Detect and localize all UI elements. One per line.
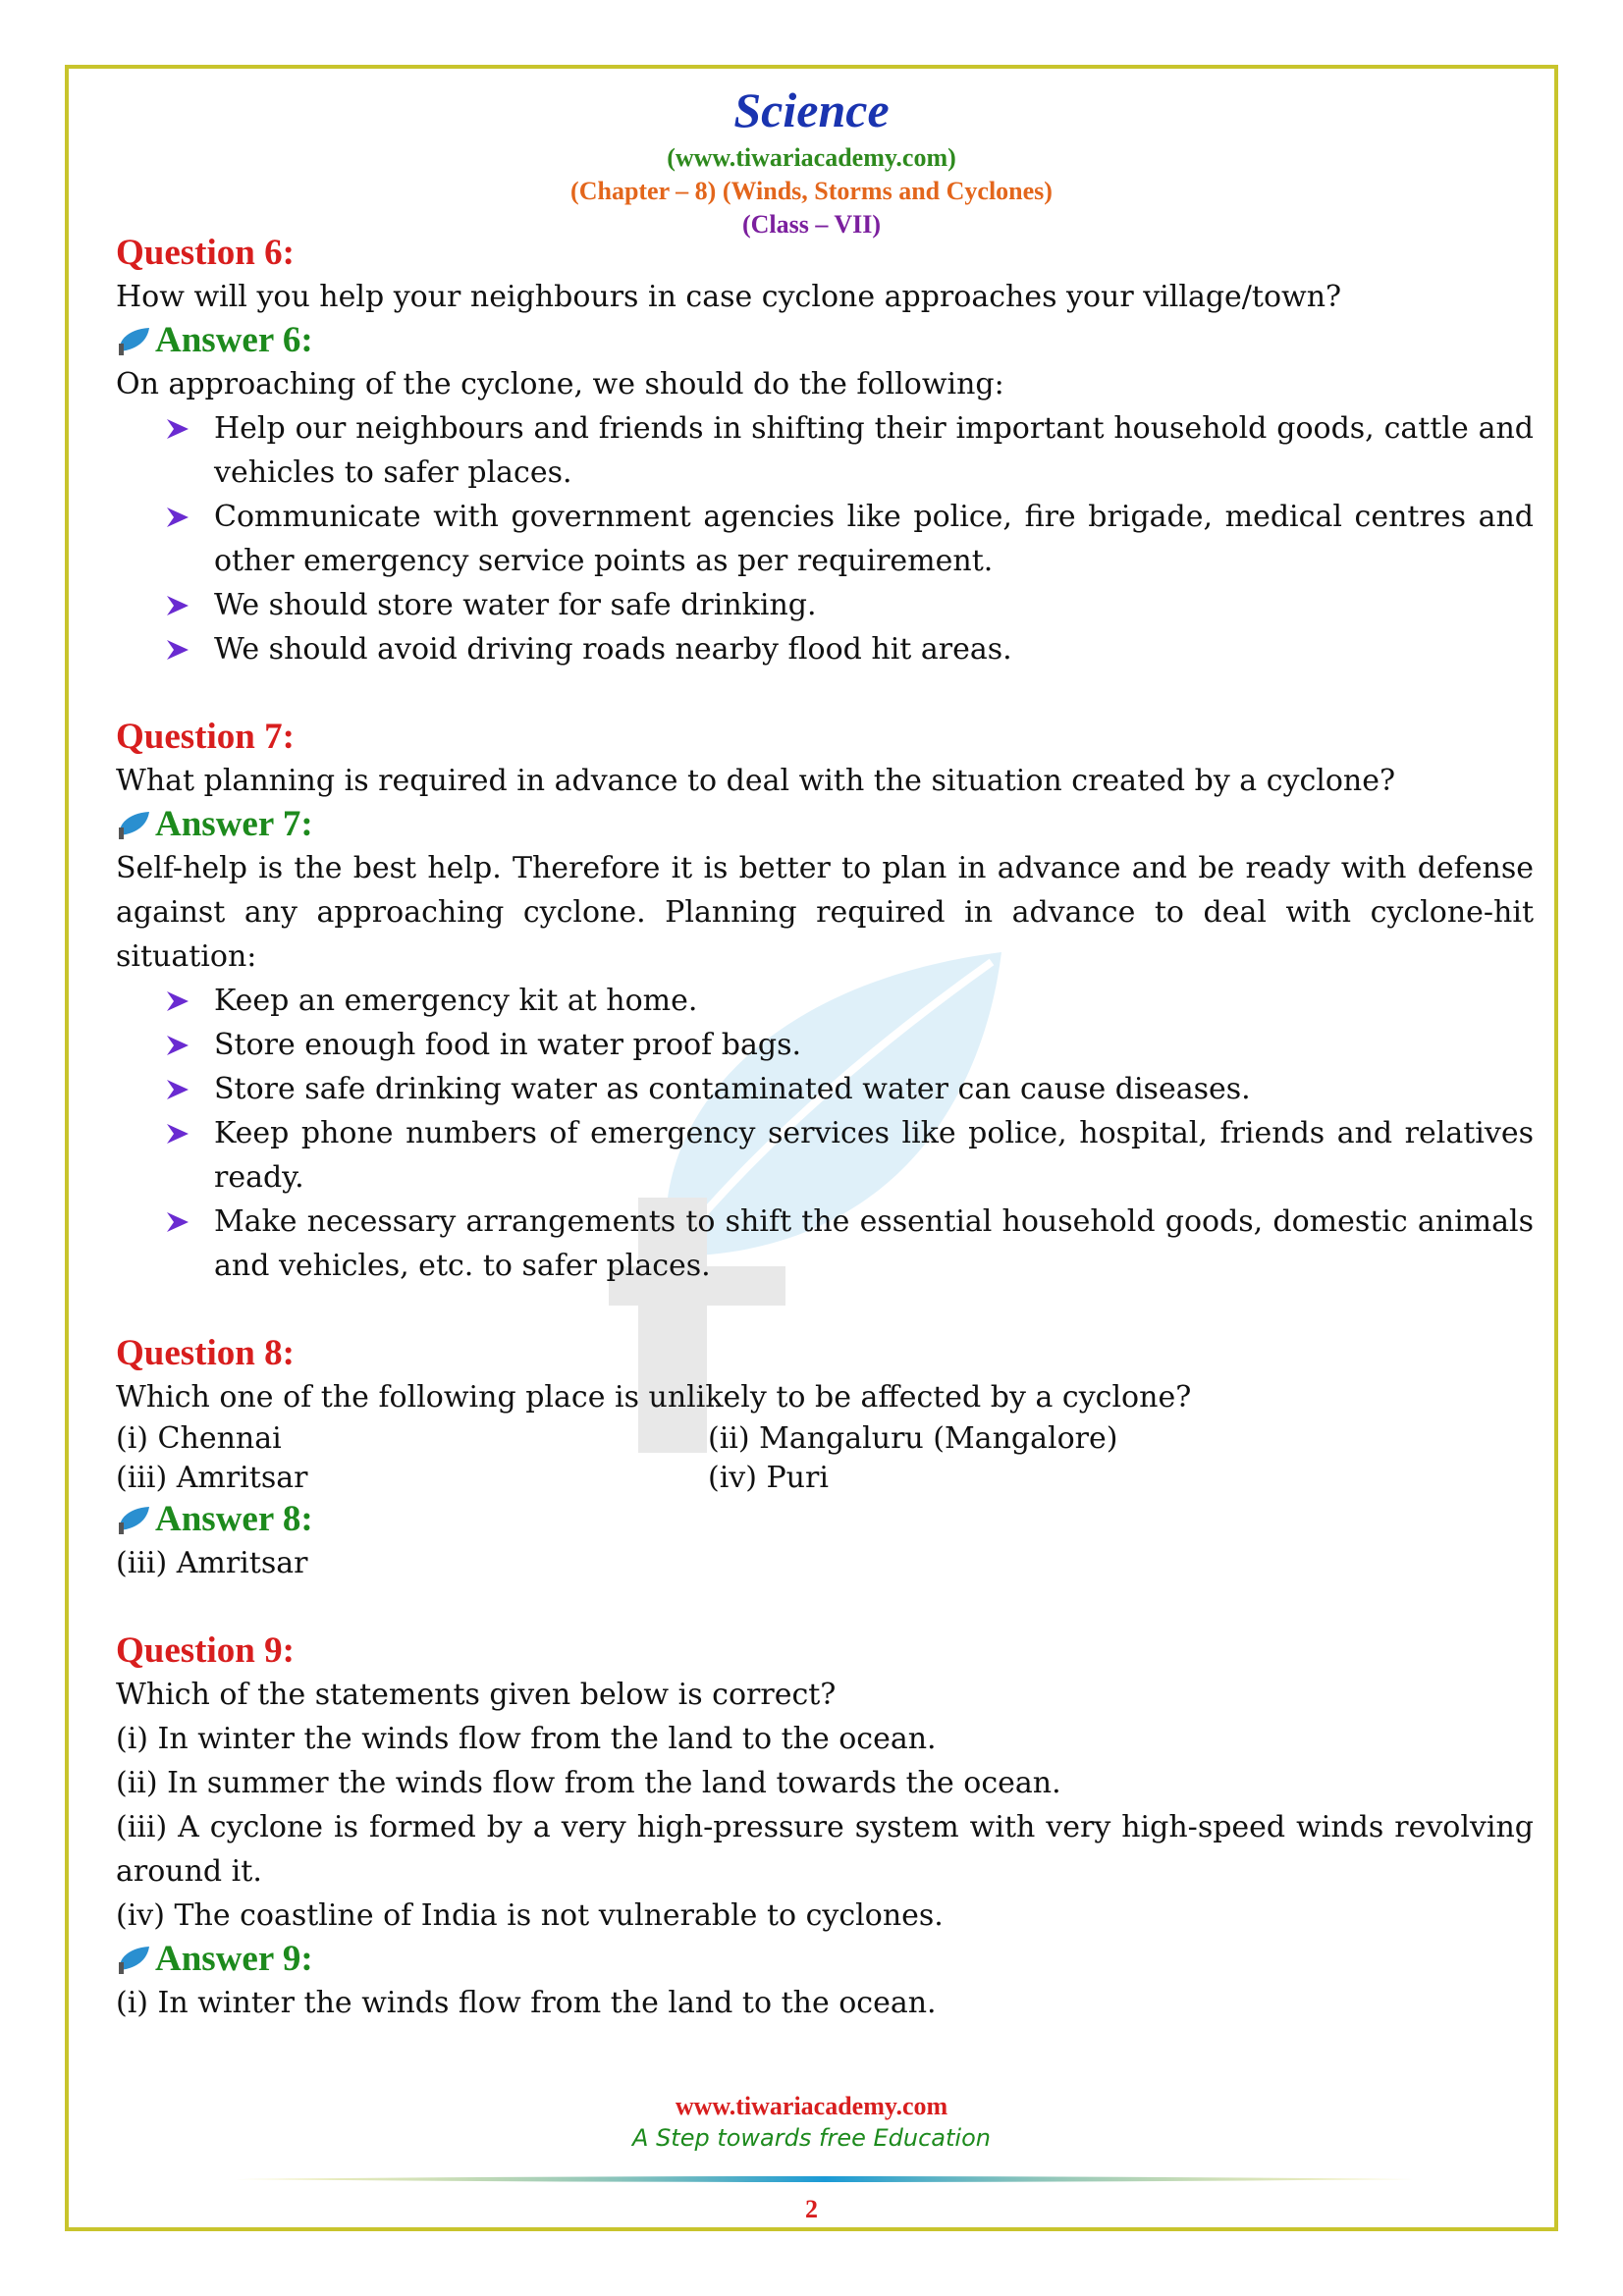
question-8-options [116,1419,1534,1498]
tiwari-logo-icon [116,810,151,839]
list-item-text: Communicate with government agencies like police, fire brigade, medical centres and other emergency service points as per requirement. [214,500,1534,578]
arrow-bullet-icon [165,417,190,441]
tiwari-logo-icon [116,1505,151,1534]
option: (i) Chennai [116,1421,282,1456]
answer-7-list [116,979,1534,1288]
subject-title: Science [733,82,890,137]
arrow-bullet-icon [165,506,190,529]
question-9-heading: Question 9: [116,1630,295,1671]
question-6-text: How will you help your neighbours in case cyclone approaches your village/town? [116,280,1342,314]
page-footer [0,2091,1623,2154]
page-number: 2 [805,2195,818,2223]
answer-6-list [116,406,1534,671]
question-8-text: Which one of the following place is unlikely to be affected by a cyclone? [116,1380,1192,1415]
list-item-text: Store safe drinking water as contaminated water can cause diseases. [214,1072,1251,1106]
answer-8-label: Answer 8: [155,1499,313,1539]
list-item [116,495,1534,583]
list-item [116,583,1534,627]
header-site: (www.tiwariacademy.com) [667,143,956,172]
list-item-text: Store enough food in water proof bags. [214,1028,802,1062]
answer-7-intro: Self-help is the best help. Therefore it is better to plan in advance and be ready with defense against any approaching cyclone. Planning required in advance to deal with cyclone-hit situation: [116,851,1534,974]
list-item [116,1023,1534,1067]
list-item [116,979,1534,1023]
answer-9-text: (i) In winter the winds flow from the land to the ocean. [116,1986,937,2020]
arrow-bullet-icon [165,638,190,662]
arrow-bullet-icon [165,1210,190,1234]
class-label: (Class – VII) [741,210,882,239]
answer-6-label: Answer 6: [155,320,313,360]
list-item [116,1067,1534,1111]
chapter-title: (Chapter – 8) (Winds, Storms and Cyclones) [570,177,1053,205]
footer-tagline: A Step towards free Education [632,2124,991,2152]
option: (ii) Mangaluru (Mangalore) [708,1421,1118,1456]
statement: (ii) In summer the winds flow from the land towards the ocean. [116,1766,1061,1800]
statement: (iii) A cyclone is formed by a very high-pressure system with very high-speed winds revolving around it. [116,1810,1534,1889]
question-6-heading: Question 6: [116,233,295,273]
list-item-text: Help our neighbours and friends in shifting their important household goods, cattle and vehicles to safer places. [214,411,1534,490]
list-item-text: We should avoid driving roads nearby flood hit areas. [214,632,1012,667]
page-content [116,232,1534,2025]
statement: (iv) The coastline of India is not vulnerable to cyclones. [116,1898,944,1933]
list-item-text: Keep an emergency kit at home. [214,984,698,1018]
list-item-text: Make necessary arrangements to shift the essential household goods, domestic animals and vehicles, etc. to safer places. [214,1204,1534,1283]
arrow-bullet-icon [165,1078,190,1101]
question-7-heading: Question 7: [116,717,295,757]
footer-divider [236,2175,1414,2183]
arrow-bullet-icon [165,1034,190,1057]
list-item-text: We should store water for safe drinking. [214,588,817,622]
arrow-bullet-icon [165,1122,190,1146]
question-9-text: Which of the statements given below is correct? [116,1678,837,1712]
answer-7-heading [116,803,1534,846]
answer-8-heading [116,1498,1534,1541]
list-item-text: Keep phone numbers of emergency services like police, hospital, friends and relatives ready. [214,1116,1534,1195]
tiwari-logo-icon [116,1945,151,1974]
answer-6-heading [116,319,1534,362]
list-item [116,1200,1534,1288]
page-header [0,79,1623,241]
list-item [116,1111,1534,1200]
question-7-text: What planning is required in advance to deal with the situation created by a cyclone? [116,764,1396,798]
list-item [116,627,1534,671]
answer-9-label: Answer 9: [155,1939,313,1979]
option: (iv) Puri [708,1461,829,1495]
arrow-bullet-icon [165,989,190,1013]
answer-8-text: (iii) Amritsar [116,1546,308,1580]
answer-7-label: Answer 7: [155,804,313,844]
arrow-bullet-icon [165,594,190,617]
answer-6-intro: On approaching of the cyclone, we should do the following: [116,367,1004,401]
list-item [116,406,1534,495]
statement: (i) In winter the winds flow from the land to the ocean. [116,1722,937,1756]
option: (iii) Amritsar [116,1461,308,1495]
footer-site-link[interactable]: www.tiwariacademy.com [675,2092,948,2120]
answer-9-heading [116,1938,1534,1981]
tiwari-logo-icon [116,326,151,355]
question-8-heading: Question 8: [116,1333,295,1373]
